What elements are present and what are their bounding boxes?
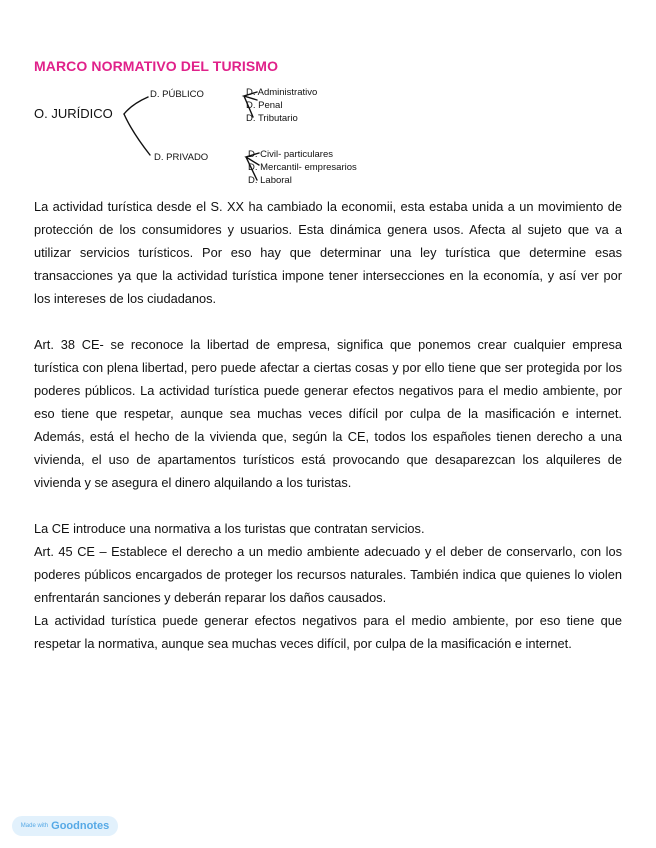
connector-root-publico	[124, 97, 148, 114]
diagram-leaf: D. Penal	[246, 100, 283, 111]
diagram-leaf: D. Tributario	[246, 113, 298, 124]
diagram-leaf: D. Administrativo	[246, 87, 318, 98]
diagram-leaf: D. Mercantil- empresarios	[248, 162, 357, 173]
paragraph: La CE introduce una normativa a los turistas que contratan servicios.	[34, 521, 425, 536]
body-text	[34, 195, 622, 655]
diagram-leaf: D. Laboral	[248, 175, 292, 186]
watermark-brand: Goodnotes	[51, 820, 110, 832]
diagram-branch-privado: D. PRIVADO	[154, 152, 209, 163]
connector-root-privado	[124, 114, 150, 155]
paragraph: Art. 45 CE – Establece el derecho a un medio ambiente adecuado y el deber de conservarlo, con los poderes públicos encargados de proteger los recursos naturales. También indica que quienes lo violen enfrentarán sanciones y deberán reparar los daños causados.	[34, 544, 622, 605]
diagram-leaf: D. Civil- particulares	[248, 149, 333, 160]
diagram-root: O. JURÍDICO	[34, 106, 113, 121]
goodnotes-watermark[interactable]	[12, 816, 118, 836]
paragraph: La actividad turística desde el S. XX ha cambiado la economii, esta estaba unida a un movimiento de protección de los consumidores y usuarios. Esta dinámica genera usos. Afecta al sujeto que va a utilizar servicios turísticos. Por eso hay que determinar una ley turística que determine esas transacciones ya que la actividad turística impone tener intersecciones en la economía, y así ver por los intereses de los ciudadanos.	[34, 199, 622, 306]
watermark-prefix: Made with	[20, 823, 49, 829]
diagram-branch-publico: D. PÚBLICO	[150, 89, 204, 100]
paragraph: La actividad turística puede generar efectos negativos para el medio ambiente, por eso tiene que respetar la normativa, aunque sea muchas veces difícil, por culpa de la masificación e internet.	[34, 613, 622, 651]
page-title: MARCO NORMATIVO DEL TURISMO	[34, 58, 279, 74]
paragraph: Art. 38 CE- se reconoce la libertad de empresa, significa que ponemos crear cualquier empresa turística con plena libertad, pero puede afectar a ciertas cosas y por ello tiene que ser protegida por los poderes públicos. La actividad turística puede generar efectos negativos para el medio ambiente, por eso tiene que respetar, aunque sea muchas veces difícil por culpa de la masificación e internet. Además, está el hecho de la vivienda que, según la CE, todos los españoles tienen derecho a una vivienda, el uso de apartamentos turísticos está provocando que desaparezcan los alquileres de vivienda y se asegura el dinero alquilando a los turistas.	[34, 337, 622, 490]
